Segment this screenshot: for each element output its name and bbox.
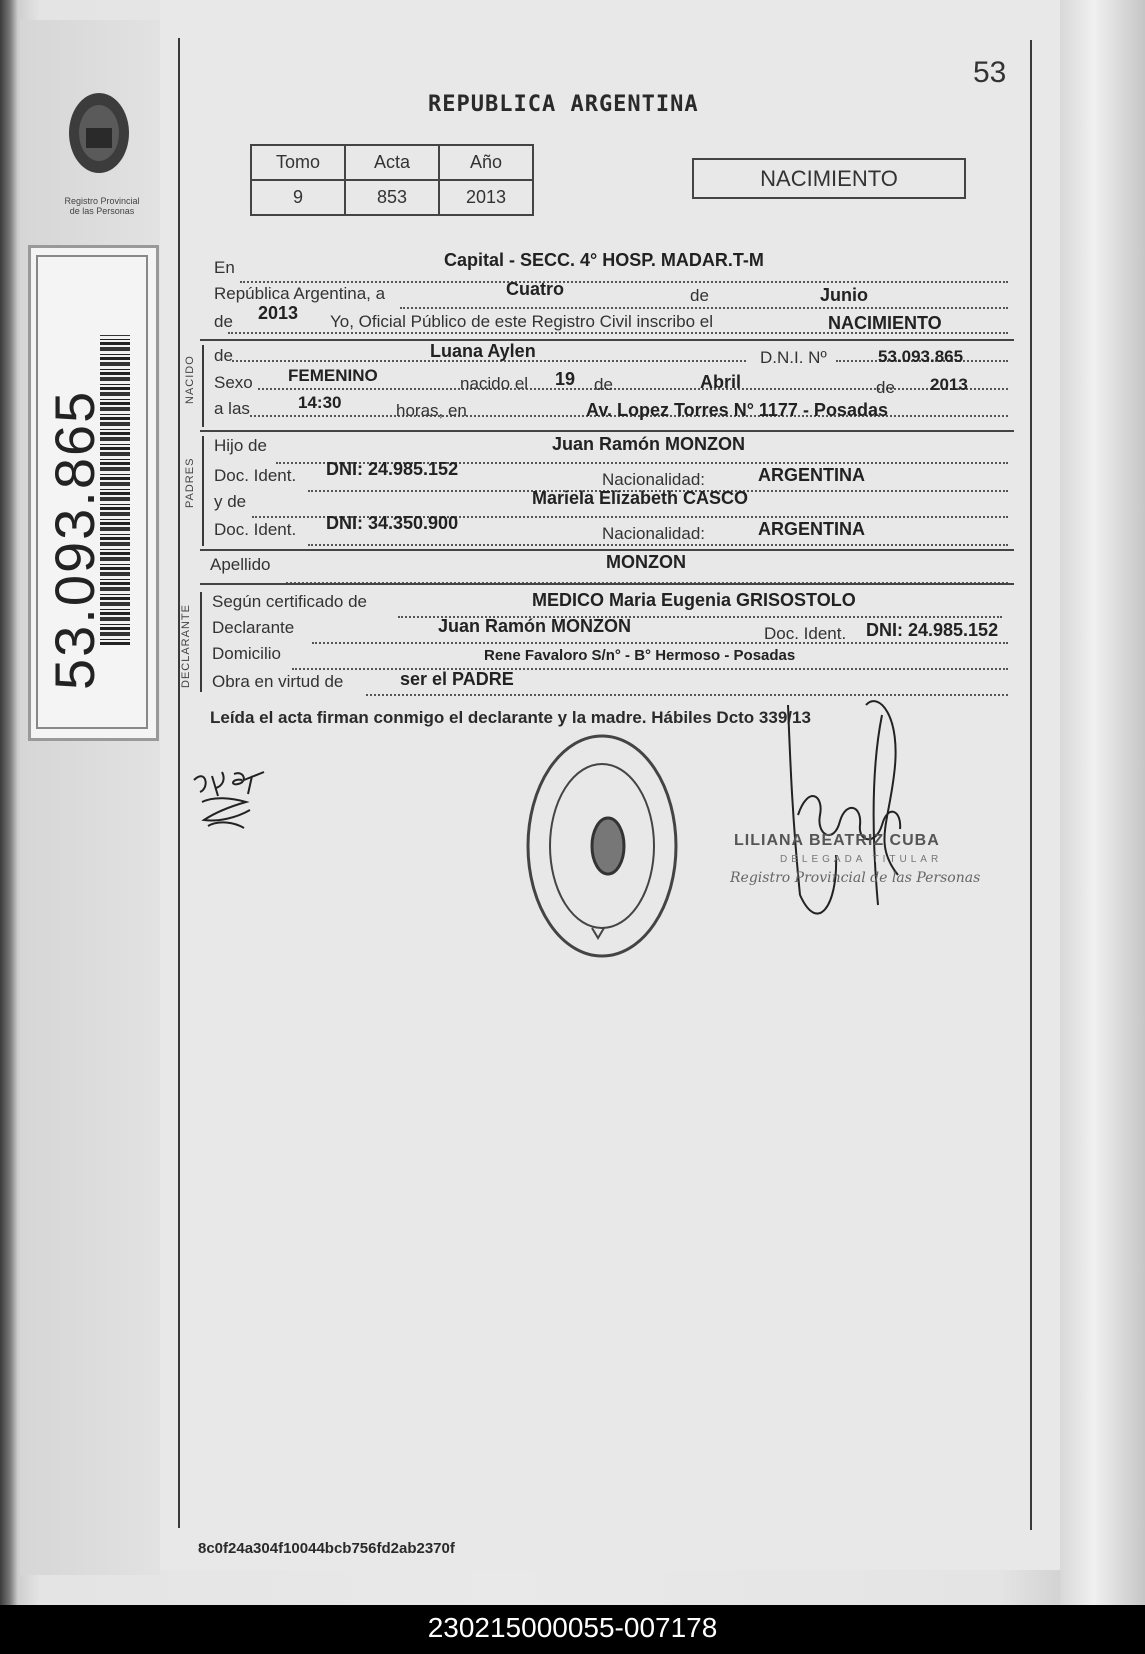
child-name: Luana Aylen [430,341,536,361]
section-label-padres: PADRES [184,457,196,508]
page-number: 53 [973,56,1007,89]
seal-caption-line2: de las Personas [69,206,135,216]
mother-nat-label: Nacionalidad: [602,524,706,543]
birth-de-year-label: de [876,378,895,397]
oficial-text: Yo, Oficial Público de este Registro Civil inscribo el [330,312,713,331]
child-sex: FEMENINO [288,366,378,385]
father-name: Juan Ramón MONZON [552,434,746,454]
registry-header-ano: Año [439,145,533,180]
y-de-label: y de [214,492,247,511]
initials-signature-icon [188,766,288,838]
registry-value-tomo: 9 [251,180,345,215]
registration-year: 2013 [258,303,299,323]
declarant-address: Rene Favaloro S/n° - B° Hermoso - Posadas [484,647,796,664]
nacido-rule [202,345,204,427]
declarant-reason: ser el PADRE [400,669,514,689]
horas-en-label: horas, en [396,401,467,420]
dni-label: D.N.I. Nº [760,348,827,367]
father-nat-label: Nacionalidad: [602,470,706,489]
birth-de-label: de [594,375,613,394]
divider-padres [200,549,1014,551]
registry-table [250,144,534,216]
vertical-dni: 53.093.865 [43,389,106,690]
mother-nationality: ARGENTINA [758,519,865,539]
birth-hour: 14:30 [298,393,342,412]
declarante-rule [200,592,202,692]
page-left-rule [178,38,180,1528]
official-stamp-icon [522,728,682,964]
section-label-declarante: DECLARANTE [180,604,192,688]
mother-doc: DNI: 34.350.900 [326,513,459,533]
de-label: de [690,286,709,305]
nacido-el-label: nacido el [460,374,529,393]
registration-day: Cuatro [506,279,564,299]
act-type-box: NACIMIENTO [692,158,966,199]
a-las-label: a las [214,399,250,418]
en-label: En [214,258,235,277]
divider-intro [200,339,1014,341]
registry-value-acta: 853 [345,180,439,215]
mother-name: Mariela Elizabeth CASCO [532,488,749,508]
divider-apellido [200,583,1014,585]
hijo-de-label: Hijo de [214,436,267,455]
birth-place: Av. Lopez Torres N° 1177 - Posadas [586,400,888,420]
registry-header-tomo: Tomo [251,145,345,180]
child-dni: 53.093.865 [878,347,964,366]
cert-label: Según certificado de [212,592,367,611]
declarante-label: Declarante [212,618,295,637]
page-title: REPUBLICA ARGENTINA [428,92,699,117]
father-doc: DNI: 24.985.152 [326,459,459,479]
section-label-nacido: NACIDO [184,355,196,404]
padres-rule [202,436,204,546]
document-hash: 8c0f24a304f10044bcb756fd2ab2370f [198,1540,455,1557]
father-nationality: ARGENTINA [758,465,865,485]
registry-header-acta: Acta [345,145,439,180]
domicilio-label: Domicilio [212,644,281,663]
seal-caption-line1: Registro Provincial [64,196,140,206]
registration-place: Capital - SECC. 4° HOSP. MADAR.T-M [444,250,764,270]
mother-doc-label: Doc. Ident. [214,520,297,539]
provincial-seal-icon [64,88,134,188]
nacido-de-label: de [214,346,233,365]
sexo-label: Sexo [214,373,253,392]
republica-label: República Argentina, a [214,284,386,303]
act-name: NACIMIENTO [828,313,942,333]
birth-month: Abril [700,372,742,392]
de-year-label: de [214,312,233,331]
official-role-stamp: DELEGADA TITULAR [780,854,943,865]
divider-nacido [200,430,1014,432]
right-page-edge [1060,0,1145,1605]
father-doc-label: Doc. Ident. [214,466,297,485]
official-name-stamp: LILIANA BEATRIZ CUBA [734,832,940,849]
closing-statement: Leída el acta firman conmigo el declarante y la madre. Hábiles Dcto 339/13 [210,708,811,727]
footer-code: 230215000055-007178 [427,1612,718,1643]
apellido-label: Apellido [210,555,271,574]
official-org-stamp: Registro Provincial de las Personas [730,870,981,886]
obra-label: Obra en virtud de [212,672,344,691]
declarant-name: Juan Ramón MONZON [438,616,632,636]
registry-value-ano: 2013 [439,180,533,215]
page-right-rule [1030,40,1032,1530]
declarant-doc-label: Doc. Ident. [764,624,847,643]
declarant-doc: DNI: 24.985.152 [866,620,999,640]
birth-day: 19 [555,369,576,389]
surname: MONZON [606,552,686,572]
certificate-doctor: MEDICO Maria Eugenia GRISOSTOLO [532,590,856,610]
registration-month: Junio [820,285,868,305]
birth-year: 2013 [930,375,968,394]
official-signature-icon [778,695,928,935]
